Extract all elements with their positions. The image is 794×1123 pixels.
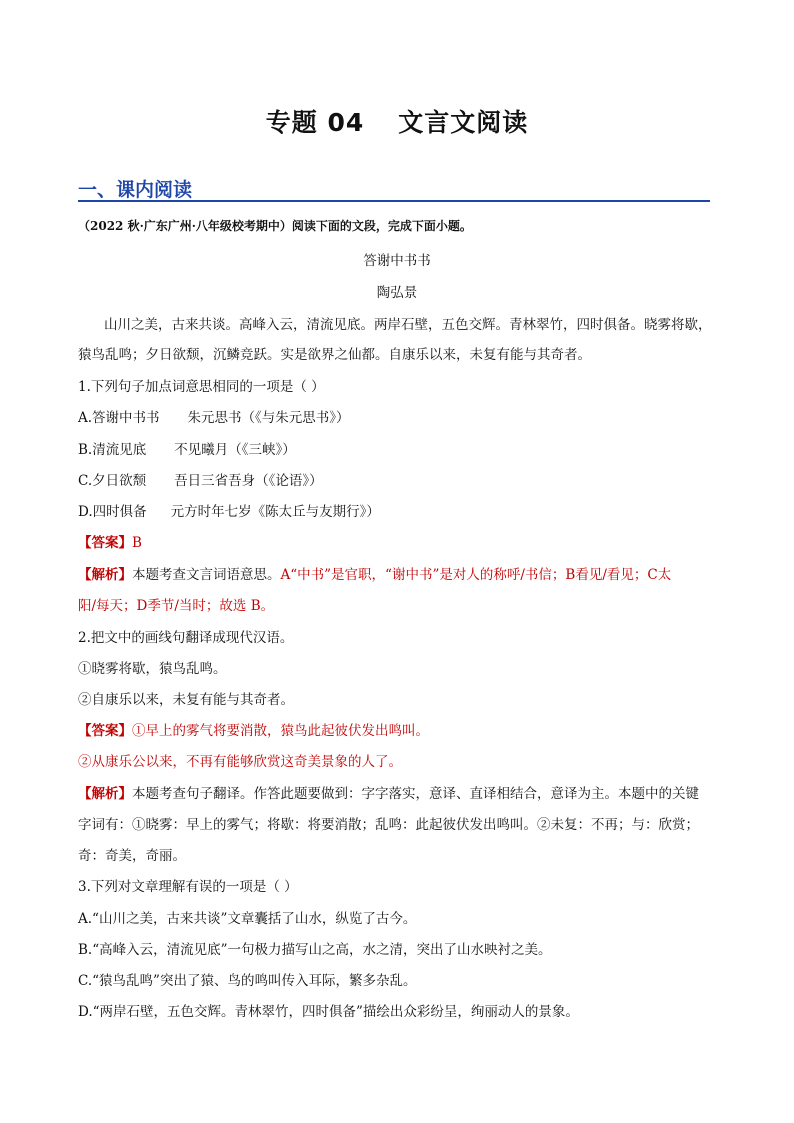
option-part: D.四时俱备 (78, 504, 147, 520)
question-2-stem: 2.把文中的画线句翻译成现代汉语。 (78, 630, 294, 646)
question-3-option-a: A.“山川之美，古来共谈”文章囊括了山水，纵览了古今。 (78, 911, 417, 927)
option-part: C.夕日欲颓 (78, 473, 147, 489)
question-1-option-c (78, 469, 323, 489)
option-part: 朱元思书（《与朱元思书》） (187, 410, 350, 426)
question-3-option-d: D.“两岸石壁，五色交辉。青林翠竹，四时俱备”描绘出众彩纷呈，绚丽动人的景象。 (78, 1004, 579, 1020)
option-part: 不见曦月（《三峡》） (174, 442, 296, 458)
passage-line: 山川之美，古来共谈。高峰入云，清流见底。两岸石壁，五色交辉。青林翠竹，四时俱备。晓雾将歇， (104, 317, 712, 333)
question-1-stem: 1.下列句子加点词意思相同的一项是（ ） (78, 379, 325, 395)
question-1-analysis (78, 563, 671, 583)
question-1-option-b (78, 438, 296, 458)
answer-text: B (132, 535, 142, 551)
question-2-answer-cont: ②从康乐公以来，不再有能够欣赏这奇美景象的人了。 (78, 754, 402, 770)
question-2-analysis (78, 782, 699, 802)
question-3-option-c: C.“猿鸟乱鸣”突出了猿、鸟的鸣叫传入耳际，繁多杂乱。 (78, 973, 417, 989)
section-heading: 一、课内阅读 (78, 179, 193, 201)
answer-tag: 【答案】 (78, 723, 132, 739)
question-2-sentence-2: ②自康乐以来，未复有能与其奇者。 (78, 692, 294, 708)
question-1-analysis-cont: 阳/每天；D季节/当时；故选 B。 (78, 598, 275, 614)
answer-text: ①早上的雾气将要消散，猿鸟此起彼伏发出鸣叫。 (132, 723, 429, 739)
question-2-sentence-1: ①晓雾将歇，猿鸟乱鸣。 (78, 661, 227, 677)
option-part: B.清流见底 (78, 442, 147, 458)
passage-line: 猿鸟乱鸣；夕日欲颓，沉鳞竞跃。实是欲界之仙都。自康乐以来，未复有能与其奇者。 (78, 347, 591, 363)
question-1-answer (78, 531, 142, 551)
analysis-text: A“中书”是官职，“谢中书”是对人的称呼/书信；B看见/看见；C太 (280, 567, 672, 583)
section-divider (78, 200, 710, 202)
analysis-text: 本题考查句子翻译。作答此题要做到：字字落实，意译、直译相结合，意译为主。本题中的关键 (132, 786, 699, 802)
page-title (0, 103, 794, 139)
question-1-option-a (78, 406, 350, 426)
question-3-stem: 3.下列对文章理解有误的一项是（ ） (78, 879, 298, 895)
passage-title: 答谢中书书 (363, 253, 431, 269)
analysis-tag: 【解析】 (78, 786, 132, 802)
passage-author: 陶弘景 (376, 285, 418, 301)
question-2-answer (78, 719, 429, 739)
analysis-tag: 【解析】 (78, 567, 132, 583)
answer-tag: 【答案】 (78, 535, 132, 551)
option-part: A.答谢中书书 (78, 410, 160, 426)
question-2-analysis-cont: 奇：奇美，奇丽。 (78, 848, 186, 864)
analysis-text: 本题考查文言词语意思。 (132, 567, 281, 583)
option-part: 元方时年七岁《陈太丘与友期行》） (170, 504, 380, 520)
title-part1: 专题 04 (265, 108, 365, 137)
question-1-option-d (78, 500, 380, 520)
question-3-option-b: B.“高峰入云，清流见底”一句极力描写山之高，水之清，突出了山水映衬之美。 (78, 942, 552, 958)
option-part: 吾日三省吾身（《论语》） (174, 473, 323, 489)
title-part2: 文言文阅读 (398, 108, 529, 137)
question-2-analysis-cont: 字词有：①晓雾：早上的雾气；将歇：将要消散；乱鸣：此起彼伏发出鸣叫。②未复：不再；与：欣赏； (78, 817, 699, 833)
question-source: （2022 秋·广东广州·八年级校考期中）阅读下面的文段，完成下面小题。 (78, 219, 472, 233)
